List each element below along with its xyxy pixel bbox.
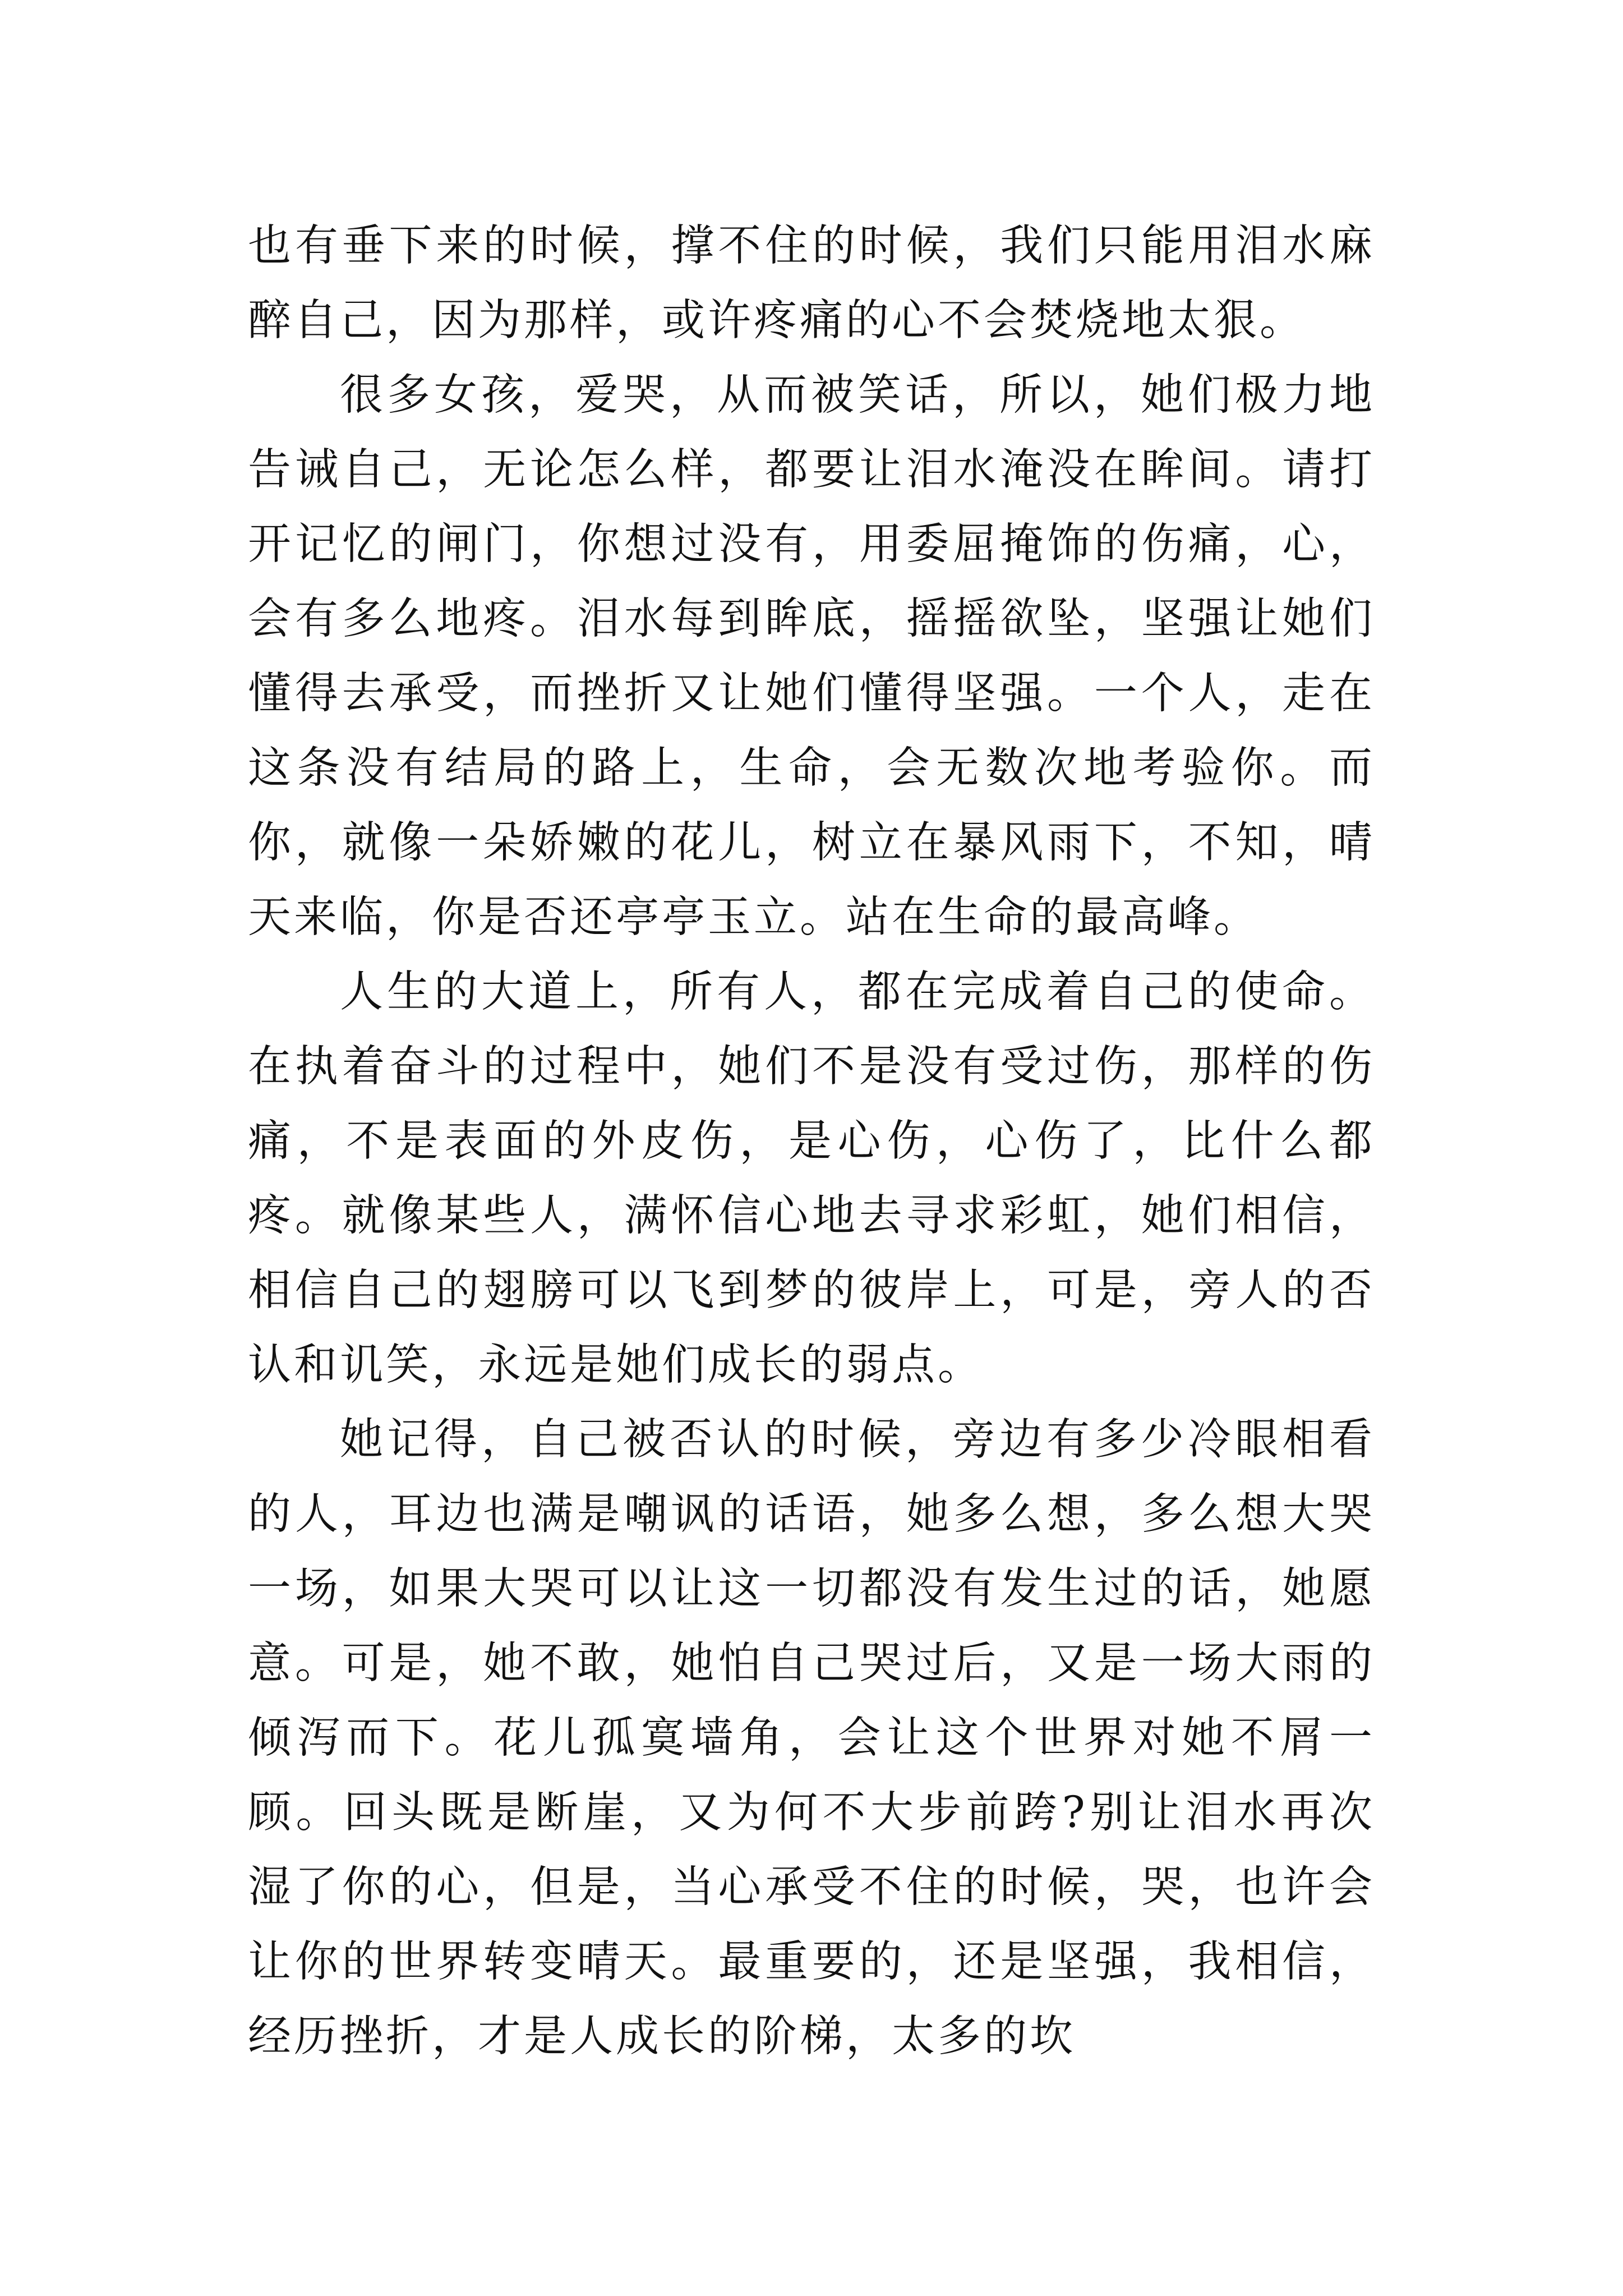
paragraph-2: 很多女孩，爱哭，从而被笑话，所以，她们极力地告诫自己，无论怎么样，都要让泪水淹没在眸间。请打开记忆的闸门，你想过没有，用委屈掩饰的伤痛，心，会有多么地疼。泪水每到眸底，摇摇欲坠，坚强让她们懂得去承受，而挫折又让她们懂得坚强。一个人，走在这条没有结局的路上，生命，会无数次地考验你。而你，就像一朵娇嫩的花儿，树立在暴风雨下，不知，晴天来临，你是否还亭亭玉立。站在生命的最高峰。 (248, 370, 1375, 942)
paragraph-3: 人生的大道上，所有人，都在完成着自己的使命。在执着奋斗的过程中，她们不是没有受过伤，那样的伤痛，不是表面的外皮伤，是心伤，心伤了，比什么都疼。就像某些人，满怀信心地去寻求彩虹，她们相信，相信自己的翅膀可以飞到梦的彼岸上，可是，旁人的否认和讥笑，永远是她们成长的弱点。 (248, 967, 1375, 1390)
document-body (248, 209, 1375, 2074)
paragraph-4: 她记得，自己被否认的时候，旁边有多少冷眼相看的人，耳边也满是嘲讽的话语，她多么想，多么想大哭一场，如果大哭可以让这一切都没有发生过的话，她愿意。可是，她不敢，她怕自己哭过后，又是一场大雨的倾泻而下。花儿孤寞墙角，会让这个世界对她不屑一顾。回头既是断崖，又为何不大步前跨?别让泪水再次湿了你的心，但是，当心承受不住的时候，哭，也许会让你的世界转变晴天。最重要的，还是坚强，我相信，经历挫折，才是人成长的阶梯，太多的坎 (248, 1415, 1375, 2062)
paragraph-1: 也有垂下来的时候，撑不住的时候，我们只能用泪水麻醉自己，因为那样，或许疼痛的心不会焚烧地太狠。 (248, 221, 1375, 346)
